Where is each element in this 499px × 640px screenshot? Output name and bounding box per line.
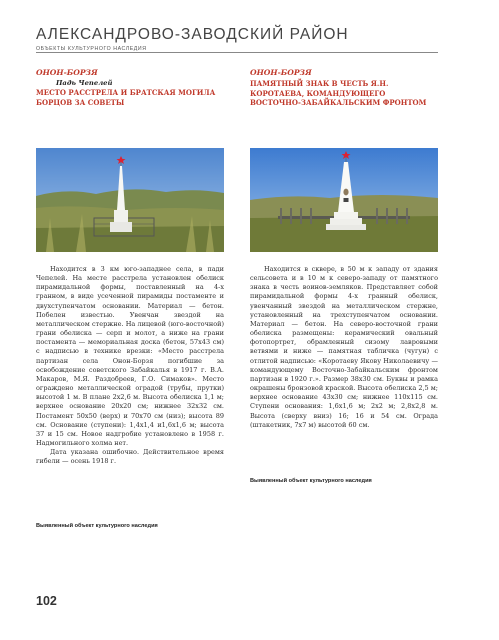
left-entry-body [36, 265, 224, 466]
section-subtitle: ОБЪЕКТЫ КУЛЬТУРНОГО НАСЛЕДИЯ [36, 46, 147, 52]
right-heritage-status: Выявленный объект культурного наследия [250, 478, 372, 484]
left-paragraph: Находится в 3 км юго-западнее села, в пади Чепелей. На месте расстрела установлен обелиск пирамидальной формы, поставленный на 4-х гранном, в виде усеченной пирамиды постаменте и двухступенчатом основании. Материал — бетон. Побелен известью. Увенчан звездой на металлическом стержне. На лицевой (юго-восточной) грани обелиска — серп и молот, а ниже на грани постамента — мемориальная доска (бетон, 57х43 см) с надписью в технике врезки: «Место расстрела партизан села Онон-Борзя погибшие за освобождение советского Забайкалья в 1917 г. В.А. Макаров, М.Я. Раздобреев, Г.О. Симаков». Место ограждено металлической оградой (трубы, прутки) высотой 1 м. В плане 2х2,6 м. Высота обелиска 1,1 м; верхнее основание 20х20 см; нижнее 32х32 см. Постамент 50х50 (верх) и 70х70 см (низ); высота 89 см. Основание (ступени): 1,4х1,4 и1,6х1,6 м; высота 37 и 15 см. Новое надгробие установлено в 1958 г. Надмогильного холма нет. [36, 265, 224, 447]
left-sublocation: Падь Чепелей [56, 79, 113, 87]
right-entry-body [250, 265, 438, 430]
right-location: ОНОН-БОРЗЯ [250, 68, 312, 77]
section-title: АЛЕКСАНДРОВО-ЗАВОДСКИЙ РАЙОН [36, 26, 349, 43]
right-entry-title: ПАМЯТНЫЙ ЗНАК В ЧЕСТЬ Я.Н. КОРОТАЕВА, КОМАНДУЮЩЕГО ВОСТОЧНО-ЗАБАЙКАЛЬСКИМ ФРОНТОМ [250, 79, 427, 107]
left-location: ОНОН-БОРЗЯ [36, 68, 98, 77]
right-monument-photo [250, 148, 438, 252]
left-heritage-status: Выявленный объект культурного наследия [36, 523, 158, 529]
left-monument-photo [36, 148, 224, 252]
right-entry-heading [250, 68, 438, 108]
header-divider [36, 52, 438, 53]
left-entry-heading [36, 68, 224, 107]
page-number: 102 [36, 594, 57, 608]
left-entry-title: МЕСТО РАССТРЕЛА И БРАТСКАЯ МОГИЛА БОРЦОВ ЗА СОВЕТЫ [36, 88, 216, 107]
right-paragraph: Находится в сквере, в 50 м к западу от здания сельсовета и в 10 м к северо-западу от памятного знака в честь воинов-земляков. Представляет собой пирамидальной формы 4-х гранный обелиск, увенчанный звездой на металлическом стержне, установленный на трехступенчатом основании. Материал — бетон. На северо-восточной грани обелиска размещены: керамический овальный фотопортрет, обрамленный сизому лавровыми ветвями и ниже — памятная табличка (чугун) с отлитой надписью: «Коротаеву Якову Николаевичу — командующему Восточно-Забайкальским фронтом партизан в 1920 г.». Размер 38х30 см. Буквы и рамка окрашены бронзовой краской. Высота обелиска 2,5 м; верхнее основание 43х30 см; нижнее 110х115 см. Ступени основания: 1,6х1,6 м; 2х2 м; 2,8х2,8 м. Высота (сверху вниз) 16; 16 и 54 см. Ограда (штакетник, 7х7 м) высотой 60 см. [250, 265, 438, 429]
left-paragraph: Дата указана ошибочно. Действительное время гибели — осень 1918 г. [36, 448, 224, 466]
